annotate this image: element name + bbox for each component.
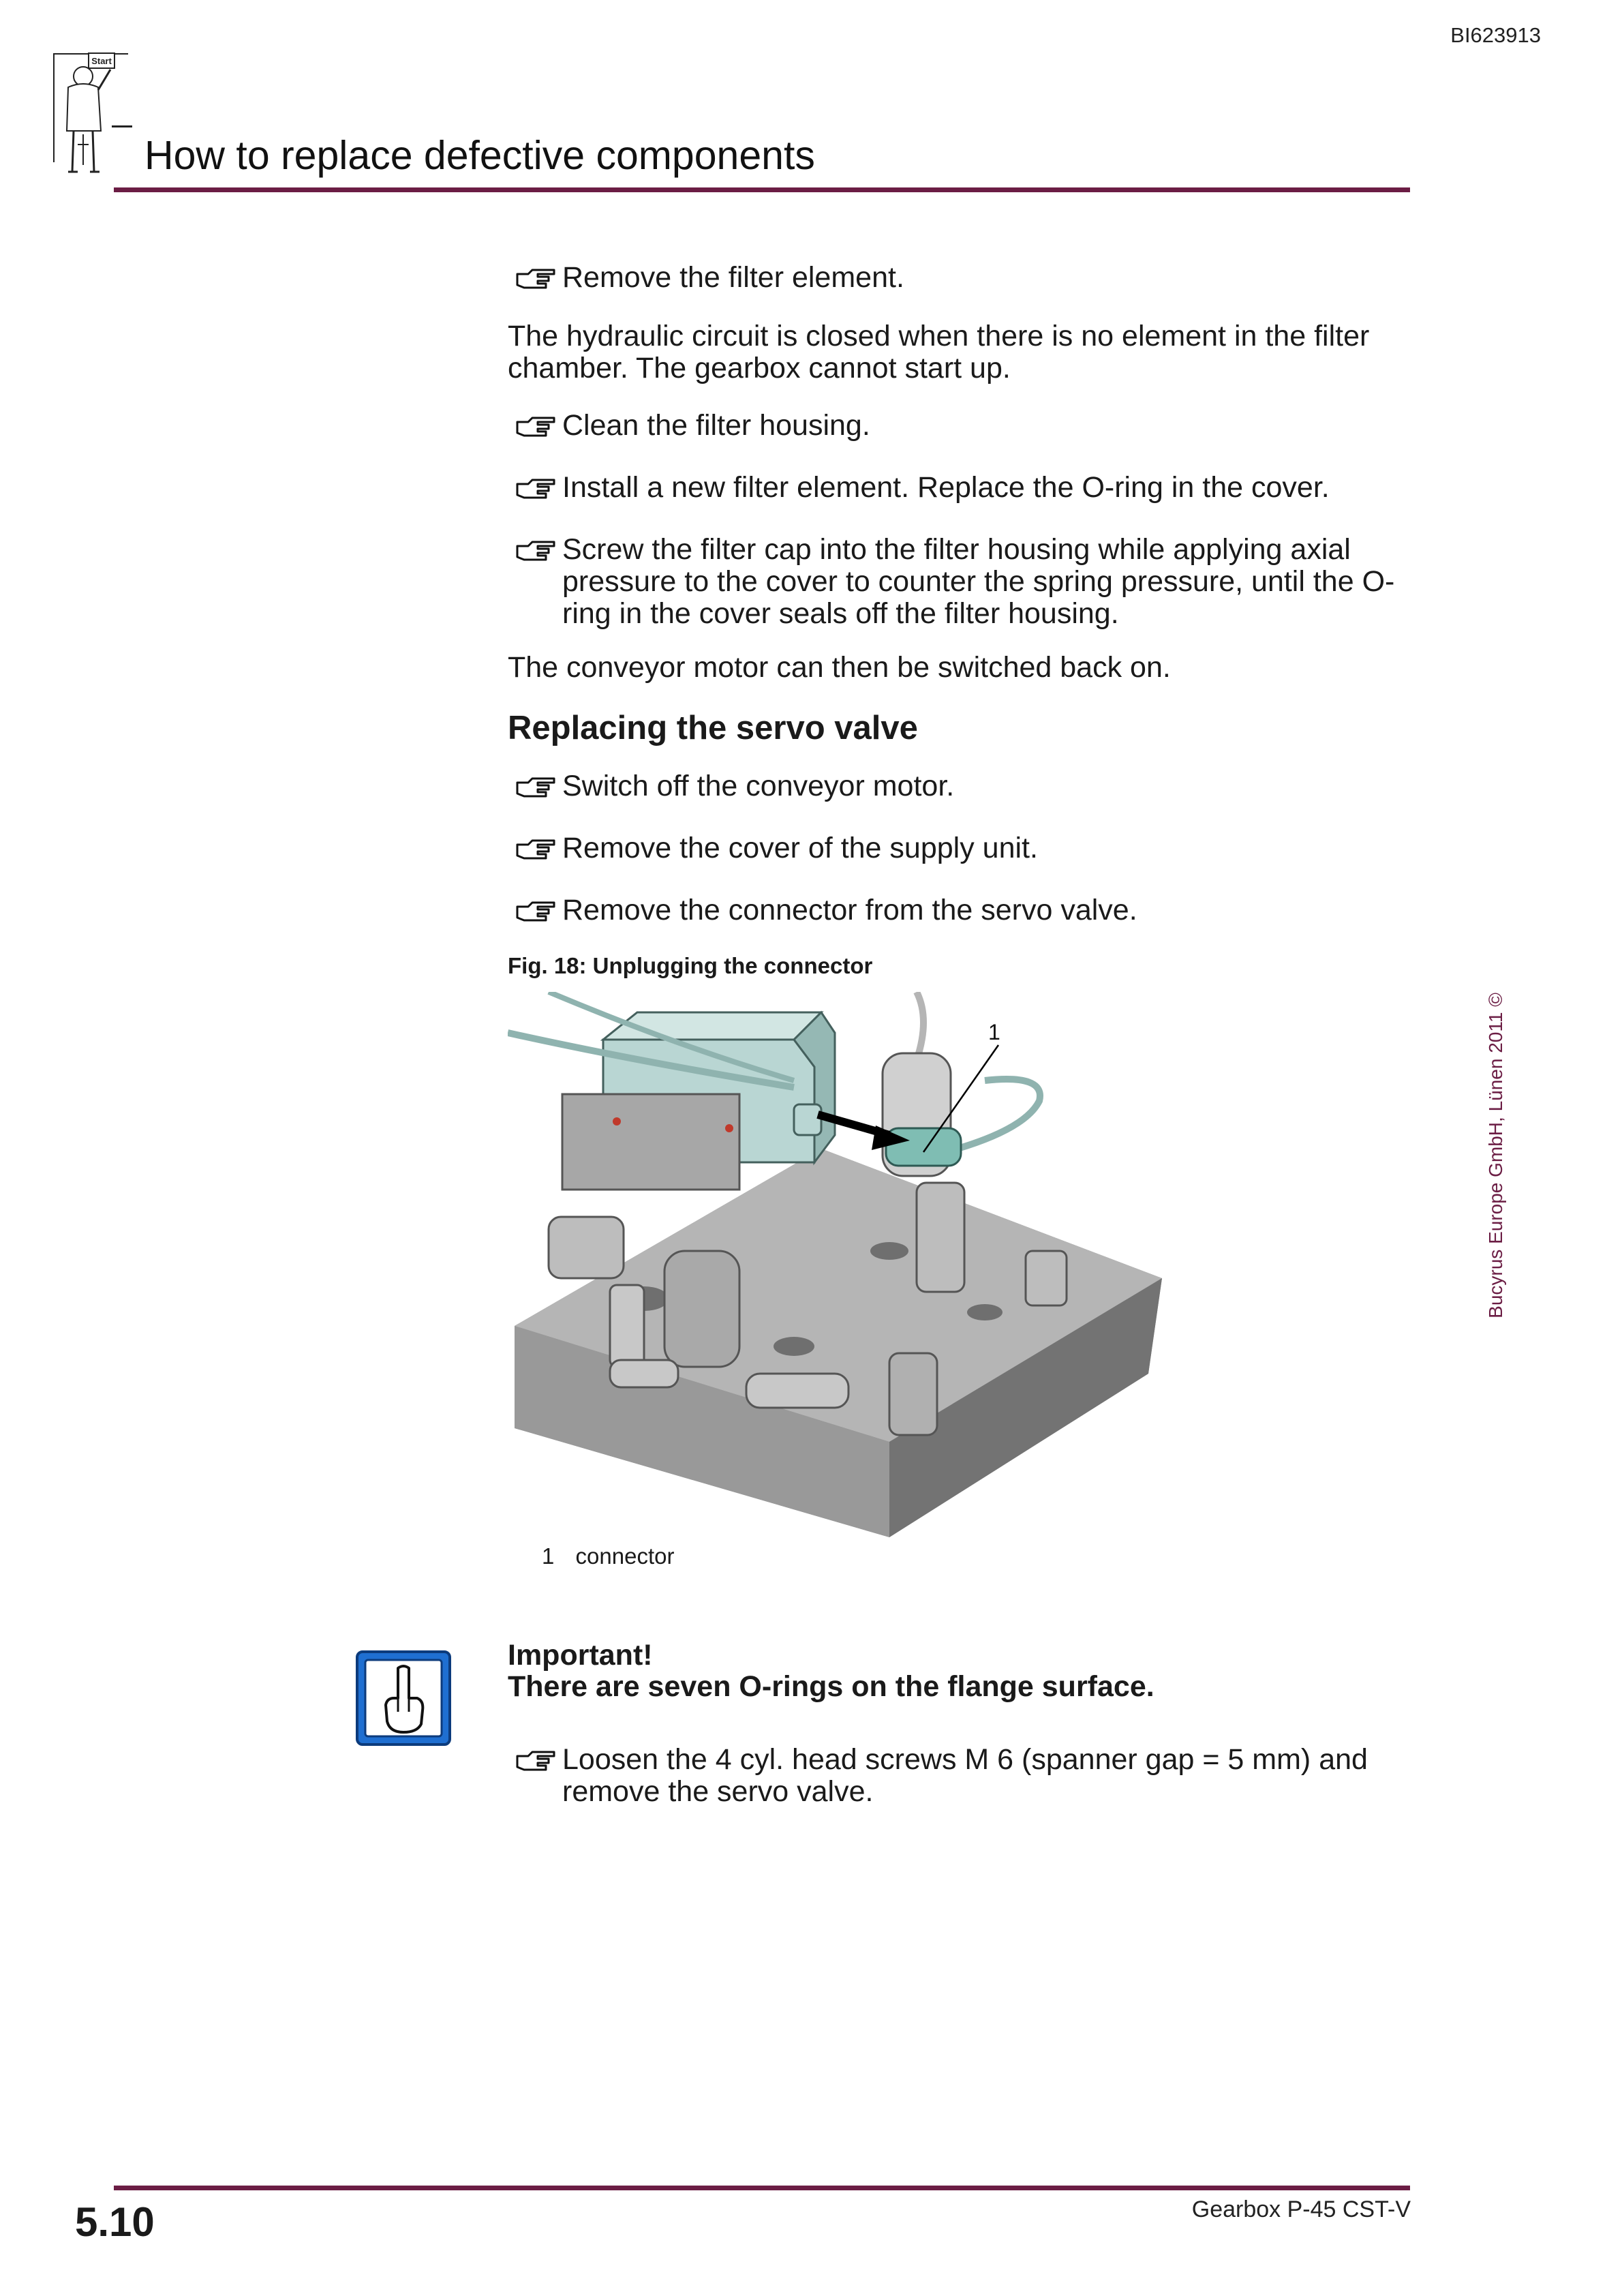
pointing-hand-icon	[515, 835, 558, 862]
legend-number: 1	[542, 1543, 555, 1569]
pointing-hand-icon	[515, 537, 558, 564]
figure-caption: Fig. 18: Unplugging the connector	[508, 953, 873, 978]
page-number: 5.10	[75, 2199, 155, 2245]
important-text: There are seven O-rings on the flange surface.	[508, 1670, 1154, 1703]
step-remove-cover	[515, 832, 1414, 864]
chapter-title: How to replace defective components	[144, 133, 815, 178]
paragraph-hydraulic-circuit: The hydraulic circuit is closed when there is no element in the filter chamber. The gearbox cannot start up.	[508, 320, 1370, 384]
step-switch-off-motor	[515, 770, 1414, 802]
step-text: Clean the filter housing.	[562, 409, 870, 442]
servo-valve-illustration	[508, 992, 1176, 1558]
step-text: Remove the connector from the servo valve.	[562, 894, 1137, 926]
header-dash	[112, 125, 132, 127]
header-rule	[114, 187, 1410, 192]
section-heading: Replacing the servo valve	[508, 710, 918, 746]
legend-text: connector	[575, 1543, 675, 1569]
step-text: Switch off the conveyor motor.	[562, 770, 955, 802]
important-title: Important!	[508, 1639, 653, 1672]
step-text: Remove the filter element.	[562, 261, 904, 294]
copyright-text: Bucyrus Europe GmbH, Lünen 2011 ©	[1485, 993, 1506, 1318]
step-text: Screw the filter cap into the filter housing while applying axial pressure to the cover to counter the spring pressure, until the O-ring in the cover seals off the filter housing.	[562, 533, 1395, 630]
pointing-hand-icon	[515, 897, 558, 924]
step-screw-filter-cap	[515, 534, 1414, 630]
step-text: Install a new filter element. Replace the O-ring in the cover.	[562, 471, 1330, 504]
paragraph-conveyor-motor: The conveyor motor can then be switched back on.	[508, 651, 1171, 684]
figure-legend	[542, 1543, 674, 1569]
pointing-hand-icon	[515, 265, 558, 292]
pointing-hand-icon	[515, 474, 558, 502]
step-clean-filter-housing	[515, 410, 1414, 442]
step-remove-connector	[515, 894, 1414, 926]
step-install-filter-element	[515, 472, 1414, 504]
step-remove-filter-element	[515, 262, 1414, 294]
document-id: BI623913	[1450, 23, 1541, 47]
callout-1: 1	[988, 1020, 1000, 1044]
important-note	[508, 1640, 1154, 1702]
index-finger-warning-icon	[356, 1650, 451, 1746]
pointing-hand-icon	[515, 1747, 558, 1774]
copyright-note	[1472, 995, 1520, 1316]
footer-document-title: Gearbox P-45 CST-V	[1191, 2196, 1411, 2222]
footer-rule	[114, 2186, 1410, 2190]
step-text: Remove the cover of the supply unit.	[562, 832, 1038, 864]
step-loosen-screws	[515, 1744, 1414, 1808]
pointing-hand-icon	[515, 412, 558, 440]
step-text: Loosen the 4 cyl. head screws M 6 (spanner gap = 5 mm) and remove the servo valve.	[562, 1743, 1368, 1808]
pointing-hand-icon	[515, 773, 558, 800]
start-label: Start	[91, 56, 112, 66]
start-figure-icon	[48, 49, 136, 185]
